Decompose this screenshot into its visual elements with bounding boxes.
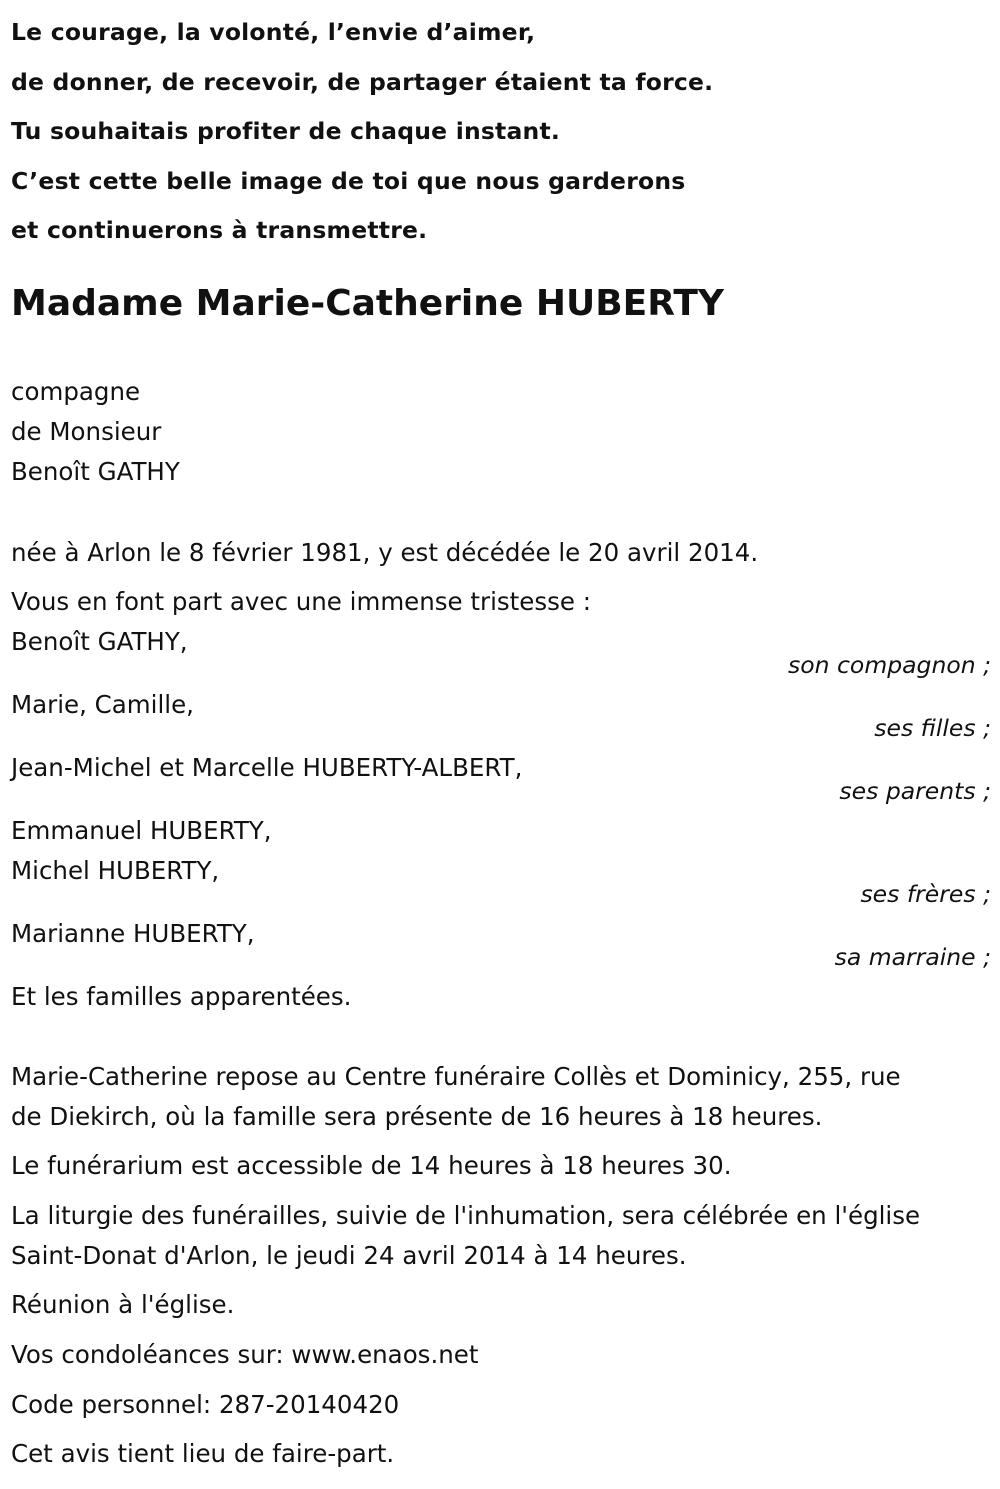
condolences-line: Vos condoléances sur: www.enaos.net	[11, 1340, 479, 1369]
family-role: ses filles ;	[874, 714, 991, 742]
family-name: Benoît GATHY,	[11, 627, 188, 656]
poem-line: Le courage, la volonté, l’envie d’aimer,	[11, 18, 536, 46]
detail-line: Réunion à l'église.	[11, 1290, 235, 1319]
family-name: Jean-Michel et Marcelle HUBERTY-ALBERT,	[11, 753, 523, 782]
partner-line: de Monsieur	[11, 417, 162, 446]
announce-intro: Vous en font part avec une immense tristesse :	[11, 587, 591, 616]
family-name: Emmanuel HUBERTY,	[11, 816, 272, 845]
birth-death-line: née à Arlon le 8 février 1981, y est décédée le 20 avril 2014.	[11, 538, 759, 567]
family-role: son compagnon ;	[788, 651, 991, 679]
personal-code-line: Code personnel: 287-20140420	[11, 1390, 400, 1419]
family-name: Marie, Camille,	[11, 690, 194, 719]
poem	[11, 8, 991, 256]
detail-line: La liturgie des funérailles, suivie de l'inhumation, sera célébrée en l'église	[11, 1201, 921, 1230]
detail-line: de Diekirch, où la famille sera présente de 16 heures à 18 heures.	[11, 1102, 823, 1131]
detail-line: Saint-Donat d'Arlon, le jeudi 24 avril 2014 à 14 heures.	[11, 1241, 687, 1270]
detail-line: Marie-Catherine repose au Centre funéraire Collès et Dominicy, 255, rue	[11, 1062, 901, 1091]
poem-line: de donner, de recevoir, de partager étaient ta force.	[11, 67, 714, 96]
poem-line: et continuerons à transmettre.	[11, 216, 428, 244]
deceased-name: Madame Marie-Catherine HUBERTY	[11, 283, 724, 324]
poem-line: C’est cette belle image de toi que nous garderons	[11, 166, 686, 195]
detail-line: Le funérarium est accessible de 14 heures à 18 heures 30.	[11, 1151, 732, 1180]
families-line: Et les familles apparentées.	[11, 982, 352, 1011]
family-role: sa marraine ;	[834, 943, 991, 971]
family-role: ses frères ;	[860, 880, 991, 908]
partner-block	[11, 372, 180, 492]
partner-line: Benoît GATHY	[11, 457, 180, 486]
detail-line: Cet avis tient lieu de faire-part.	[11, 1439, 395, 1468]
poem-line: Tu souhaitais profiter de chaque instant.	[11, 117, 561, 145]
family-name: Michel HUBERTY,	[11, 856, 220, 885]
partner-line: compagne	[11, 377, 141, 406]
family-name: Marianne HUBERTY,	[11, 919, 255, 948]
family-role: ses parents ;	[839, 777, 991, 805]
